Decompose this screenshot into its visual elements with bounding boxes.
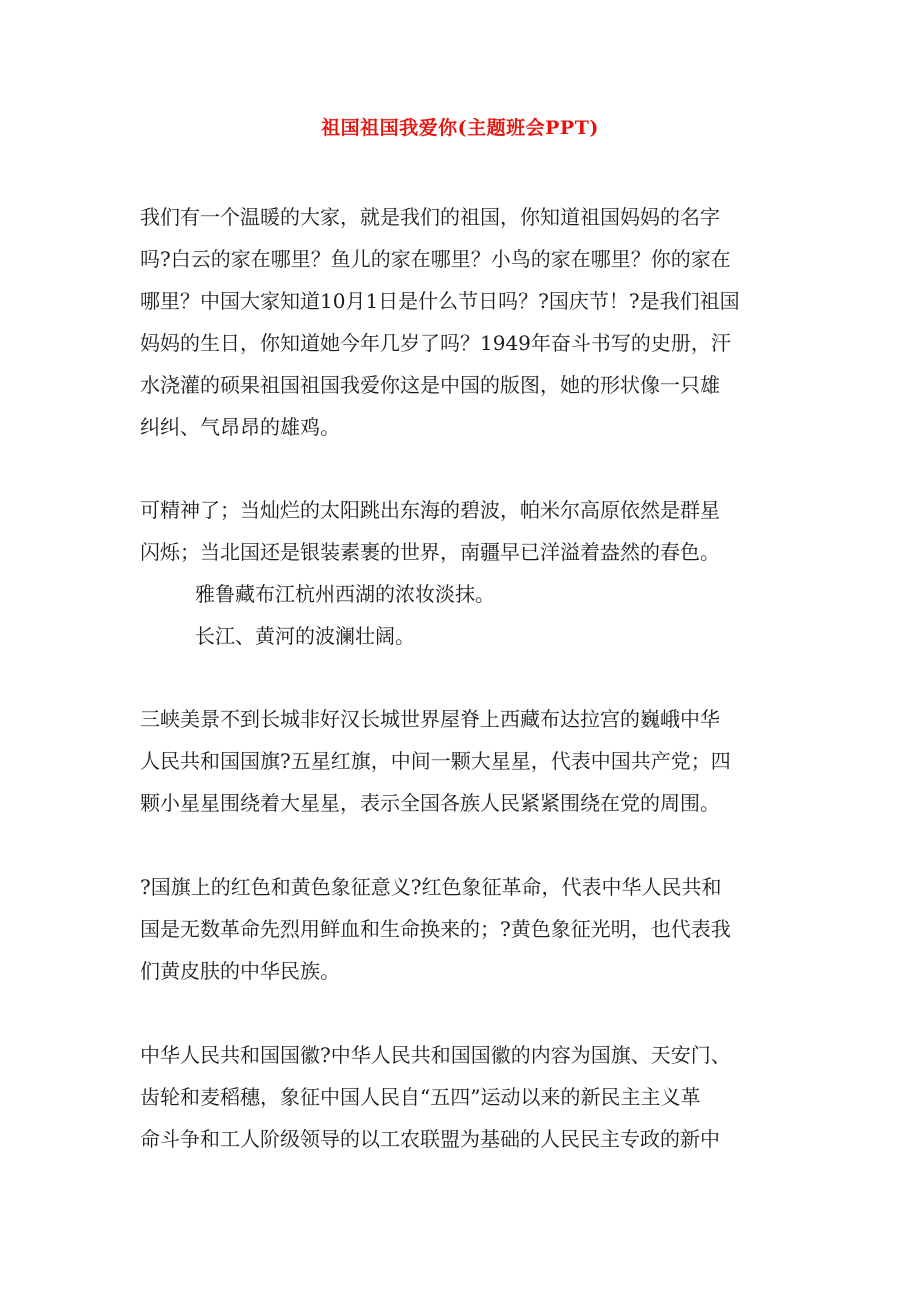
paragraph-4 xyxy=(140,866,780,992)
paragraph-1 xyxy=(140,196,780,448)
paragraph-line: 哪里？中国大家知道10月1日是什么节日吗？?国庆节！?是我们祖国 xyxy=(140,289,740,313)
paragraph-line: 中华人民共和国国徽?中华人民共和国国徽的内容为国旗、天安门、 xyxy=(140,1043,731,1067)
indented-line: 长江、黄河的波澜壮阔。 xyxy=(195,624,415,648)
paragraph-line: 妈妈的生日，你知道她今年几岁了吗？1949年奋斗书写的史册，汗 xyxy=(140,331,731,355)
paragraph-line: 颗小星星围绕着大星星，表示全国各族人民紧紧围绕在党的周围。 xyxy=(140,791,720,815)
paragraph-line: 可精神了；当灿烂的太阳跳出东海的碧波，帕米尔高原依然是群星 xyxy=(140,498,720,522)
paragraph-line: 命斗争和工人阶级领导的以工农联盟为基础的人民民主专政的新中 xyxy=(140,1127,720,1151)
paragraph-line: 们黄皮肤的中华民族。 xyxy=(140,959,340,983)
paragraph-line: 国是无数革命先烈用鲜血和生命换来的；?黄色象征光明，也代表我 xyxy=(140,917,731,941)
paragraph-line: 吗?白云的家在哪里？鱼儿的家在哪里？小鸟的家在哪里？你的家在 xyxy=(140,247,731,271)
paragraph-line: ?国旗上的红色和黄色象征意义?红色象征革命，代表中华人民共和 xyxy=(140,875,722,899)
paragraph-line: 闪烁；当北国还是银装素裹的世界，南疆早已洋溢着盎然的春色。 xyxy=(140,540,720,564)
document-title: 祖国祖国我爱你(主题班会PPT) xyxy=(321,117,599,139)
indented-line: 雅鲁藏布江杭州西湖的浓妆淡抹。 xyxy=(195,582,495,606)
paragraph-line: 人民共和国国旗?五星红旗，中间一颗大星星，代表中国共产党；四 xyxy=(140,749,731,773)
paragraph-3 xyxy=(140,698,780,824)
paragraph-line: 三峡美景不到长城非好汉长城世界屋脊上西藏布达拉宫的巍峨中华 xyxy=(140,707,720,731)
paragraph-5 xyxy=(140,1034,780,1160)
paragraph-line: 水浇灌的硕果祖国祖国我爱你这是中国的版图，她的形状像一只雄 xyxy=(140,373,720,397)
paragraph-line: 齿轮和麦稻穗，象征中国人民自“五四”运动以来的新民主主义革 xyxy=(140,1085,701,1109)
paragraph-line: 我们有一个温暖的大家，就是我们的祖国，你知道祖国妈妈的名字 xyxy=(140,205,720,229)
paragraph-2 xyxy=(140,489,780,657)
paragraph-line: 纠纠、气昂昂的雄鸡。 xyxy=(140,415,340,439)
